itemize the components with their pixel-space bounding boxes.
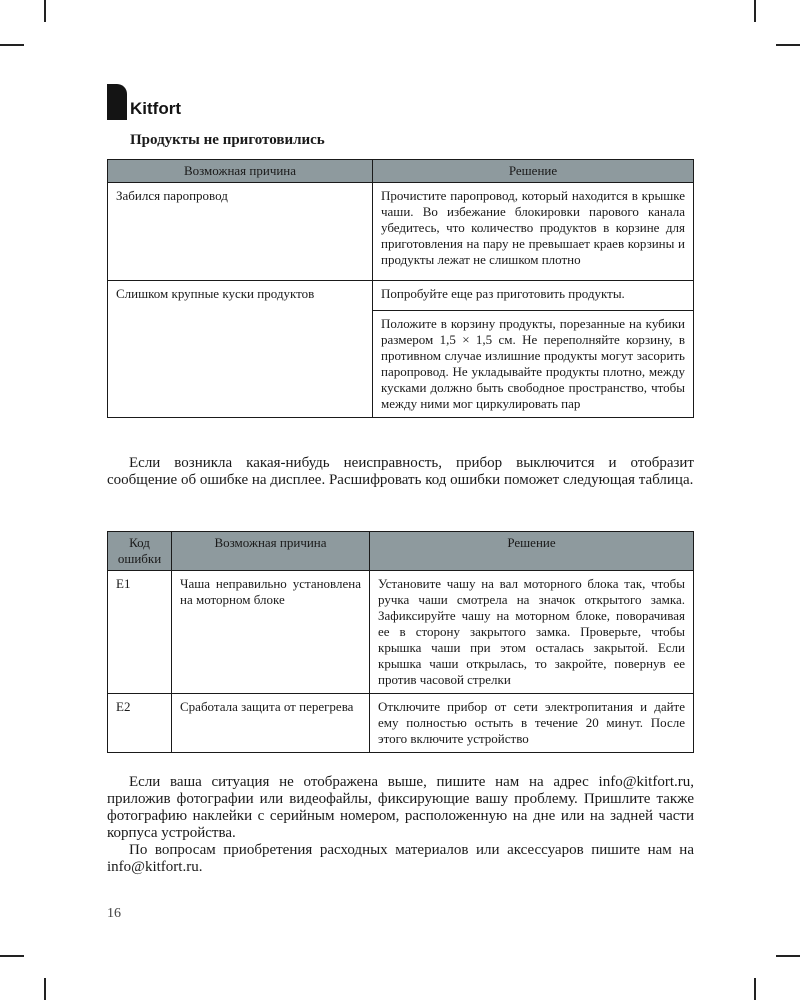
cause-cell: Слишком крупные куски продуктов [108, 281, 373, 418]
solution-cell: Установите чашу на вал моторного блока так, чтобы ручка чаши смотрела на значок открытого замка. Зафиксируйте чашу на моторном блоке, поворачивая ее в сторону закрытого замка. Проверьте, чтобы крышка чаши при этом осталась закрытой. Если крышка чаши открылась, то закройте, повернув ее против часовой стрелки [370, 571, 694, 694]
error-code-cell: E1 [108, 571, 172, 694]
crop-mark [44, 0, 46, 22]
table-row [108, 183, 694, 281]
page-number: 16 [107, 906, 121, 921]
table-row [108, 694, 694, 753]
support-contact-paragraph [107, 774, 694, 842]
table-row [108, 571, 694, 694]
paragraph-text: По вопросам приобретения расходных материалов или аксессуаров пишите нам на info@kitfort.ru. [107, 842, 694, 875]
solution-cell: Попробуйте еще раз приготовить продукты. [373, 281, 694, 311]
brand-name: Kitfort [130, 99, 181, 118]
crop-mark [0, 955, 24, 957]
solution-cell: Отключите прибор от сети электропитания и дайте ему полностью остыть в течение 20 минут. После этого включите устройство [370, 694, 694, 753]
brand-mark-icon [107, 84, 127, 120]
column-header: Код ошибки [108, 532, 172, 571]
table-header-row [108, 160, 694, 183]
error-intro-paragraph [107, 455, 694, 489]
crop-mark [0, 44, 24, 46]
paragraph-text: Если возникла какая-нибудь неисправность, прибор выключится и отобразит сообщение об ошибке на дисплее. Расшифровать код ошибки поможет следующая таблица. [107, 455, 694, 488]
crop-mark [44, 978, 46, 1000]
paragraph-text: Если ваша ситуация не отображена выше, пишите нам на адрес info@kitfort.ru, приложив фотографии или видеофайлы, фиксирующие вашу проблему. Пришлите также фотографию наклейки с серийным номером, расположенную на дне или на задней части корпуса устройства. [107, 774, 694, 841]
cause-cell: Забился паропровод [108, 183, 373, 281]
column-header: Решение [370, 532, 694, 571]
crop-mark [754, 0, 756, 22]
cause-cell: Сработала защита от перегрева [172, 694, 370, 753]
section-title: Продукты не приготовились [130, 132, 325, 148]
table-header-row [108, 532, 694, 571]
solution-cell: Прочистите паропровод, который находится в крышке чаши. Во избежание блокировки парового канала убедитесь, что количество продуктов в корзине для приготовления на пару не превышает краев корзины и продукты лежат не слишком плотно [373, 183, 694, 281]
troubleshooting-table [107, 159, 694, 418]
brand-logo [107, 84, 181, 120]
table-row [108, 281, 694, 311]
error-code-cell: E2 [108, 694, 172, 753]
solution-cell: Положите в корзину продукты, порезанные на кубики размером 1,5 × 1,5 см. Не переполняйте корзину, в противном случае излишние продукты могут засорить паропровод. Не укладывайте продукты плотно, между кусками должно быть свободное пространство, чтобы между ними мог циркулировать пар [373, 311, 694, 418]
error-codes-table [107, 531, 694, 753]
crop-mark [776, 44, 800, 46]
crop-mark [776, 955, 800, 957]
column-header: Решение [373, 160, 694, 183]
column-header: Возможная причина [172, 532, 370, 571]
cause-cell: Чаша неправильно установлена на моторном блоке [172, 571, 370, 694]
column-header: Возможная причина [108, 160, 373, 183]
accessories-paragraph [107, 842, 694, 876]
crop-mark [754, 978, 756, 1000]
